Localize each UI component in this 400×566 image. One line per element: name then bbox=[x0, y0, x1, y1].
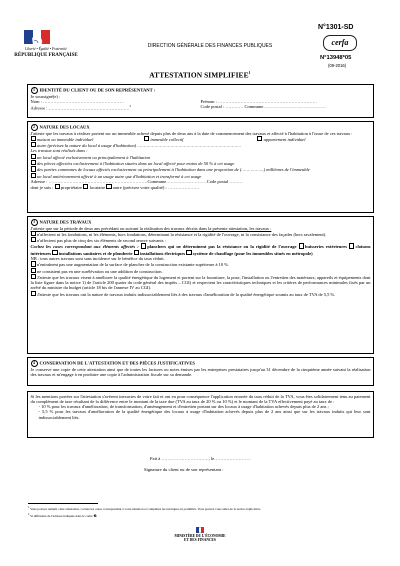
elements-instruction: Cochez les cases correspondant aux éléments affectés : bbox=[30, 244, 139, 250]
adresse-field[interactable]: Adresse : ………………………………………………$^2$ bbox=[30, 104, 131, 111]
checkbox-local-4 bbox=[31, 173, 36, 178]
checkbox-second-oeuvre bbox=[31, 237, 36, 242]
checkbox-surelevation bbox=[31, 268, 36, 273]
travaux-check-1[interactable]: n'affectent ni les fondations, ni les éléments, hors fondations, déterminant la résistance et la rigidité de l'ouvrage, ni la consistance des façades (hors ravalement). bbox=[31, 231, 371, 237]
title-footnote-ref: 1 bbox=[248, 70, 251, 75]
travaux-attestation: J'atteste que sur la période de deux ans précédant ou suivant la réalisation des travaux décrits dans la présente attestation, les travaux : bbox=[30, 225, 272, 231]
fait-a-field[interactable]: Fait à …………………………., le…………………… bbox=[150, 456, 251, 461]
checkbox-autre bbox=[31, 142, 36, 147]
section-4-heading bbox=[31, 360, 371, 367]
element-huisseries[interactable]: huisseries extérieures bbox=[299, 244, 347, 249]
ministry-flag-icon bbox=[196, 527, 204, 533]
sanctions-rate-10: - 10 % pour les travaux d'amélioration, de transformation, d'aménagement et d'entretien portant sur des locaux à usage d'habitation achevés depuis plus de 2 ans ; bbox=[38, 404, 329, 410]
checkbox-locataire bbox=[83, 184, 88, 189]
option-collectif[interactable]: immeuble collectif bbox=[144, 136, 257, 142]
local-option-4[interactable]: un local antérieurement affecté à un usage autre que d'habitation et transformé à cet usage bbox=[31, 173, 371, 179]
section-2-heading bbox=[31, 124, 371, 131]
code-postal-field[interactable]: Code postal : ………… Commune…………………………………… bbox=[200, 104, 327, 110]
element-cloisons[interactable]: cloisons intérieures bbox=[30, 244, 371, 256]
prenom-field[interactable]: Prénom : ………………………………………………………… bbox=[200, 98, 317, 104]
signature-label: Signature du client ou de son représentant : bbox=[144, 467, 224, 472]
travaux-check-5[interactable]: J'atteste que les travaux visent à améliorer la qualité énergétique du logement et portent sur la fourniture, la pose, l'installation ou l'entretien des matériaux, appareils et équipements dont la liste figure dans la notice 1) de l'article 200 quater du code général des impôts – CGI) et respectent les caractéristiques techniques et les critères de performances minimales fixés par un arrêté du ministre du budget (article 18 bis de l'annexe IV au CGI). bbox=[30, 274, 371, 291]
travaux-check-2[interactable]: n'affectent pas plus de cinq des six éléments de second œuvre suivants : bbox=[31, 237, 371, 243]
conservation-text: Je conserve une copie de cette attestation ainsi que de toutes les factures ou notes émises par les entreprises prestataires jusqu'au 31 décembre de la cinquième année suivant la réalisation des travaux et m'engage à en produire une copie à l'administration fiscale sur sa demande. bbox=[30, 366, 371, 377]
element-sanitaires[interactable]: installations sanitaires et de plomberie bbox=[52, 251, 132, 256]
section-4-title: CONSERVATION DE L'ATTESTATION ET DES PIÈCES JUSTIFICATIVES bbox=[39, 360, 195, 366]
cerfa-date: (09-2016) bbox=[328, 63, 347, 68]
section-3-title: NATURE DES TRAVAUX bbox=[39, 219, 92, 225]
travaux-check-6[interactable]: J'atteste que les travaux ont la nature de travaux induits indissociablement liés à des travaux d'amélioration de la qualité énergétique soumis au taux de TVA de 5,5 %. bbox=[31, 291, 371, 297]
form-number: N°1301-SD bbox=[318, 24, 354, 31]
direction-title: DIRECTION GÉNÉRALE DES FINANCES PUBLIQUES bbox=[147, 43, 273, 49]
cerfa-logo: cerfa bbox=[323, 35, 357, 51]
cerfa-number: N°13948*05 bbox=[320, 55, 352, 61]
section-conservation bbox=[27, 357, 374, 386]
section-travaux bbox=[27, 216, 374, 354]
section-2-title: NATURE DES LOCAUX bbox=[39, 124, 90, 130]
locaux-attestation: J'atteste que les travaux à réaliser portent sur un immeuble achevé depuis plus de deux ans à la date de commencement des travaux et affecté à l'habitation à l'issue de ces travaux : bbox=[30, 130, 353, 136]
section-3-number: 3 bbox=[31, 219, 38, 226]
section-identity bbox=[27, 84, 374, 118]
locaux-adresse-field[interactable]: Adresse : …………………………………………………………Commune………………………Code postal ……… bbox=[30, 178, 243, 184]
rf-motto: Liberté • Égalité • Fraternité bbox=[25, 47, 67, 51]
checkbox-maison bbox=[31, 136, 36, 141]
travaux-nb: NB : tous autres travaux sont sans incidence sur le bénéfice du taux réduit. bbox=[30, 255, 165, 261]
checkbox-electriques bbox=[134, 250, 139, 255]
ministry-logo bbox=[160, 534, 240, 543]
section-1-heading bbox=[31, 87, 371, 94]
checkbox-local-2 bbox=[31, 160, 36, 165]
section-locaux bbox=[27, 121, 374, 213]
nom-field[interactable]: Nom : ……………………………………………… bbox=[30, 98, 125, 104]
element-planchers[interactable]: planchers qui ne déterminent pas la résistance ou la rigidité de l'ouvrage bbox=[141, 244, 297, 249]
footnote-2: $^2$ Si différente de l'adresse indiquée dans le cadre ❷. bbox=[28, 513, 98, 519]
ministry-line-1: MINISTÈRE DE L'ÉCONOMIE bbox=[174, 534, 226, 538]
footnote-separator bbox=[28, 503, 98, 504]
checkbox-energetique bbox=[31, 274, 36, 279]
checkbox-collectif bbox=[144, 136, 149, 141]
qualite-row: dont je suis : propriétaire locataire autre (précisez votre qualité) : ………………… bbox=[30, 185, 200, 191]
checkbox-huisseries bbox=[299, 243, 304, 248]
checkbox-surface bbox=[31, 261, 36, 266]
local-option-2[interactable]: des pièces affectées exclusivement à l'habitation situées dans un local affecté pour moins de 50 % à cet usage bbox=[31, 160, 371, 166]
option-locataire[interactable]: locataire bbox=[83, 185, 105, 190]
checkbox-local-3 bbox=[31, 166, 36, 171]
page-title: ATTESTATION SIMPLIFIEE$^1$ bbox=[149, 70, 251, 80]
checkbox-fondations bbox=[31, 231, 36, 236]
checkbox-chauffage bbox=[186, 250, 191, 255]
checkbox-planchers bbox=[141, 243, 146, 248]
element-chauffage[interactable]: système de chauffage (pour les immeubles situés en métropole) bbox=[186, 251, 312, 256]
travaux-check-3[interactable]: n'entraînent pas une augmentation de la surface de plancher de la construction existante supérieure à 10 %. bbox=[31, 261, 371, 267]
option-autre[interactable]: autre (précisez la nature du local à usage d'habitation) …………………………………………………………………… bbox=[31, 142, 371, 148]
section-4-number: 4 bbox=[31, 360, 38, 367]
checkbox-autre-qualite bbox=[106, 184, 111, 189]
sanctions-rate-55: - 5,5 % pour les travaux d'amélioration de la qualité énergétique des locaux à usage d'habitation achevés depuis plus de 2 ans ainsi que sur les travaux induits qui leur sont indissociablement liés. bbox=[38, 409, 371, 420]
section-3-heading bbox=[31, 219, 371, 226]
option-appartement[interactable]: appartement individuel bbox=[257, 136, 370, 142]
ministry-line-2: ET DES FINANCES bbox=[184, 538, 216, 543]
sanctions-text: Si les mentions portées sur l'attestation s'avèrent inexactes de votre fait et ont eu pour conséquence l'application erronée du taux réduit de la TVA, vous êtes solidairement tenu au paiement du complément de taxe résultant de la différence entre le montant de la taxe due (TVA au taux de 20 % ou 10 %) et le montant de la TVA effectivement payé au taux de : bbox=[30, 393, 371, 404]
checkbox-cloisons bbox=[349, 243, 354, 248]
footnote-1: $^1$ Vous pouvez remplir cette attestation, cochez les cases correspondant à votre situation et complétez les rubriques en pointillés. Vous pouvez vous aider de la notice explicative. bbox=[28, 506, 261, 512]
elements-list bbox=[31, 243, 371, 256]
checkbox-sanitaires bbox=[52, 250, 57, 255]
section-1-number: 1 bbox=[31, 87, 38, 94]
identity-intro: Je soussigné(e) : bbox=[30, 93, 61, 99]
section-1-title: IDENTITÉ DU CLIENT OU DE SON REPRÉSENTANT : bbox=[39, 87, 156, 93]
local-option-1[interactable]: un local affecté exclusivement ou principalement à l'habitation bbox=[31, 154, 371, 160]
option-autre-qualite[interactable]: autre (précisez votre qualité) : ………………… bbox=[106, 185, 199, 190]
checkbox-proprietaire bbox=[55, 184, 60, 189]
option-maison[interactable]: maison ou immeuble individuel bbox=[31, 136, 144, 142]
local-option-3[interactable]: des parties communes de locaux affectés exclusivement ou principalement à l'habitation dans une proportion de (……………..) millièmes de l'immeuble bbox=[31, 166, 371, 172]
rf-name: RÉPUBLIQUE FRANÇAISE bbox=[14, 53, 78, 58]
travaux-check-4[interactable]: ne consistent pas en une surélévation ou une addition de construction. bbox=[31, 268, 371, 274]
option-proprietaire[interactable]: propriétaire bbox=[55, 185, 82, 190]
checkbox-induits bbox=[31, 291, 36, 296]
checkbox-appartement bbox=[257, 136, 262, 141]
section-2-number: 2 bbox=[31, 124, 38, 131]
locaux-intro: Les travaux sont réalisés dans : bbox=[30, 148, 88, 154]
checkbox-local-1 bbox=[31, 154, 36, 159]
element-electriques[interactable]: installations électriques bbox=[134, 251, 186, 256]
section-sanctions bbox=[27, 391, 374, 438]
